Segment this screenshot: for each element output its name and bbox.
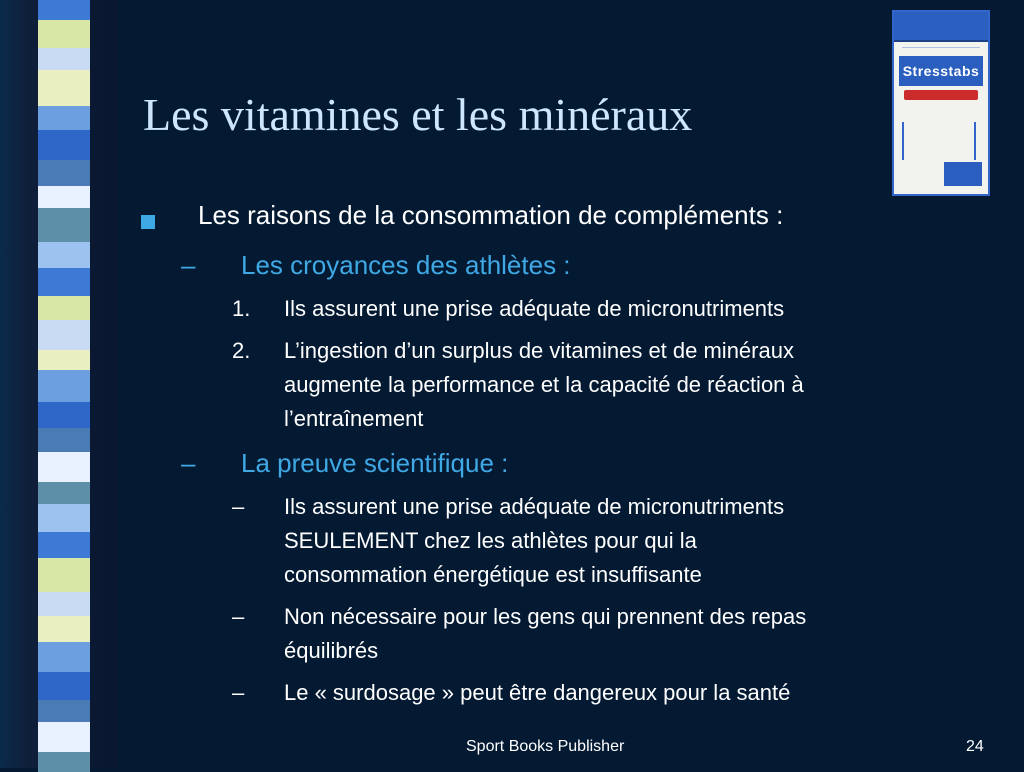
item-line: SEULEMENT chez les athlètes pour qui la	[284, 528, 697, 553]
product-brand-label: Stresstabs	[899, 56, 983, 86]
item-line: Le « surdosage » peut être dangereux pour la santé	[284, 680, 791, 705]
item-line: l’entraînement	[284, 406, 424, 431]
item-line: consommation énergétique est insuffisante	[284, 562, 702, 587]
item-line: équilibrés	[284, 638, 379, 663]
square-bullet-icon	[141, 215, 155, 229]
dash-marker: –	[181, 448, 196, 478]
slide-title: Les vitamines et les minéraux	[143, 89, 693, 140]
numbered-marker: 2.	[232, 338, 251, 363]
item-line: Ils assurent une prise adéquate de micronutriments	[284, 494, 785, 519]
dash-marker: –	[232, 604, 245, 629]
item-line: augmente la performance et la capacité de réaction à	[284, 372, 804, 397]
item-line: Ils assurent une prise adéquate de micronutriments	[284, 296, 785, 321]
footer-publisher: Sport Books Publisher	[466, 738, 625, 755]
item-line: Non nécessaire pour les gens qui prennent des repas	[284, 604, 807, 629]
dash-marker: –	[232, 680, 245, 705]
bullet-level1-text: Les raisons de la consommation de compléments :	[198, 200, 784, 230]
dash-marker: –	[181, 250, 196, 280]
group-heading: La preuve scientifique :	[241, 448, 509, 478]
footer-page-number: 24	[966, 738, 984, 755]
group-heading: Les croyances des athlètes :	[241, 250, 571, 280]
dash-marker: –	[232, 494, 245, 519]
item-line: L’ingestion d’un surplus de vitamines et de minéraux	[284, 338, 794, 363]
numbered-marker: 1.	[232, 296, 251, 321]
